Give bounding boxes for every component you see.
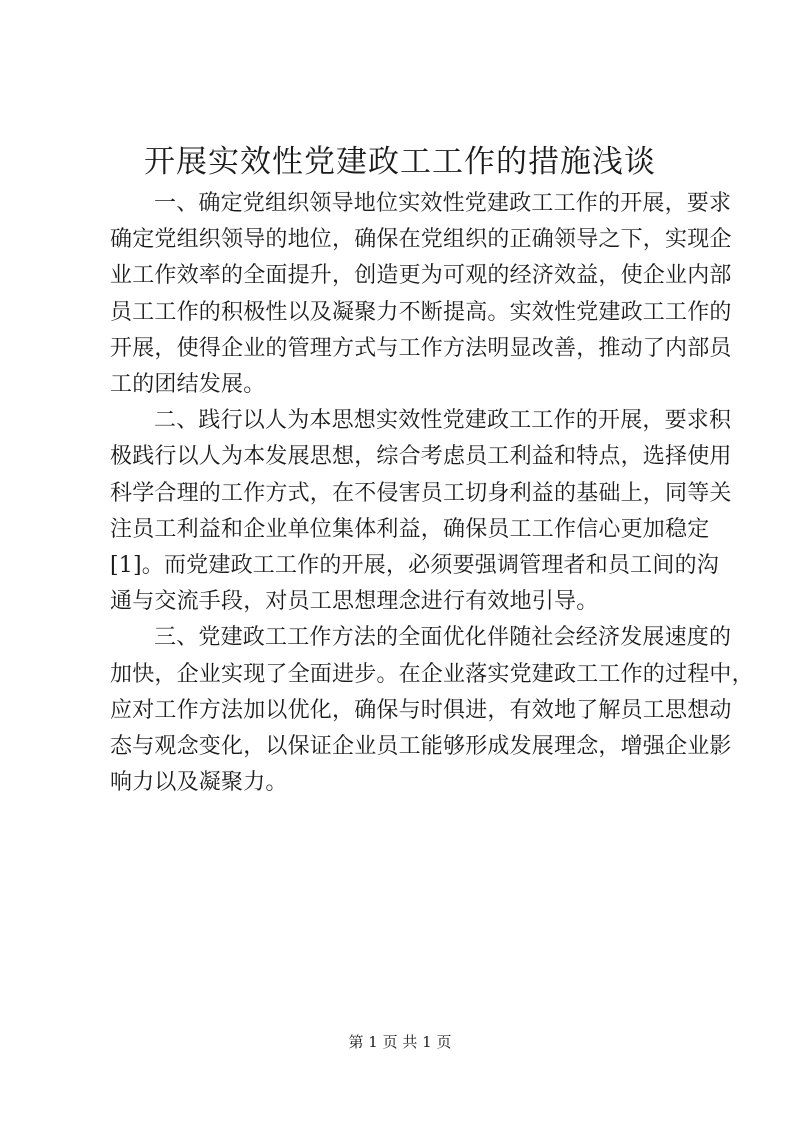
- paragraph-1: [110, 186, 732, 403]
- page-footer: 第 1 页 共 1 页: [348, 1033, 452, 1051]
- paragraph-line: 二、践行以人为本思想实效性党建政工工作的开展，要求积: [154, 408, 732, 434]
- paragraph-line: 开展，使得企业的管理方式与工作方法明显改善，推动了内部员: [110, 335, 732, 361]
- paragraph-line: 工的团结发展。: [110, 372, 266, 398]
- paragraph-line: 员工工作的积极性以及凝聚力不断提高。实效性党建政工工作的: [110, 299, 732, 325]
- paragraph-line: 确定党组织领导的地位，确保在党组织的正确领导之下，实现企: [110, 227, 732, 253]
- paragraph-line: 态与观念变化，以保证企业员工能够形成发展理念，增强企业影: [110, 734, 732, 760]
- paragraph-2: [110, 403, 732, 620]
- paragraph-line: [1]。而党建政工工作的开展，必须要强调管理者和员工间的沟: [110, 553, 719, 579]
- paragraph-3: [110, 620, 754, 801]
- paragraph-line: 通与交流手段，对员工思想理念进行有效地引导。: [110, 589, 599, 615]
- paragraph-line: 应对工作方法加以优化，确保与时俱进，有效地了解员工思想动: [110, 697, 732, 723]
- paragraph-line: 三、党建政工工作方法的全面优化伴随社会经济发展速度的: [154, 625, 732, 651]
- paragraph-line: 注员工利益和企业单位集体利益，确保员工工作信心更加稳定: [110, 516, 710, 542]
- paragraph-line: 一、确定党组织领导地位实效性党建政工工作的开展，要求: [154, 191, 732, 216]
- paragraph-line: 加快，企业实现了全面进步。在企业落实党建政工工作的过程中，: [110, 661, 754, 687]
- document-body: [110, 186, 754, 801]
- document-title: 开展实效性党建政工工作的措施浅谈: [144, 144, 656, 180]
- paragraph-line: 科学合理的工作方式，在不侵害员工切身利益的基础上，同等关: [110, 480, 732, 506]
- paragraph-line: 极践行以人为本发展思想，综合考虑员工利益和特点，选择使用: [110, 444, 732, 470]
- paragraph-line: 业工作效率的全面提升，创造更为可观的经济效益，使企业内部: [110, 263, 732, 289]
- paragraph-line: 响力以及凝聚力。: [110, 770, 288, 796]
